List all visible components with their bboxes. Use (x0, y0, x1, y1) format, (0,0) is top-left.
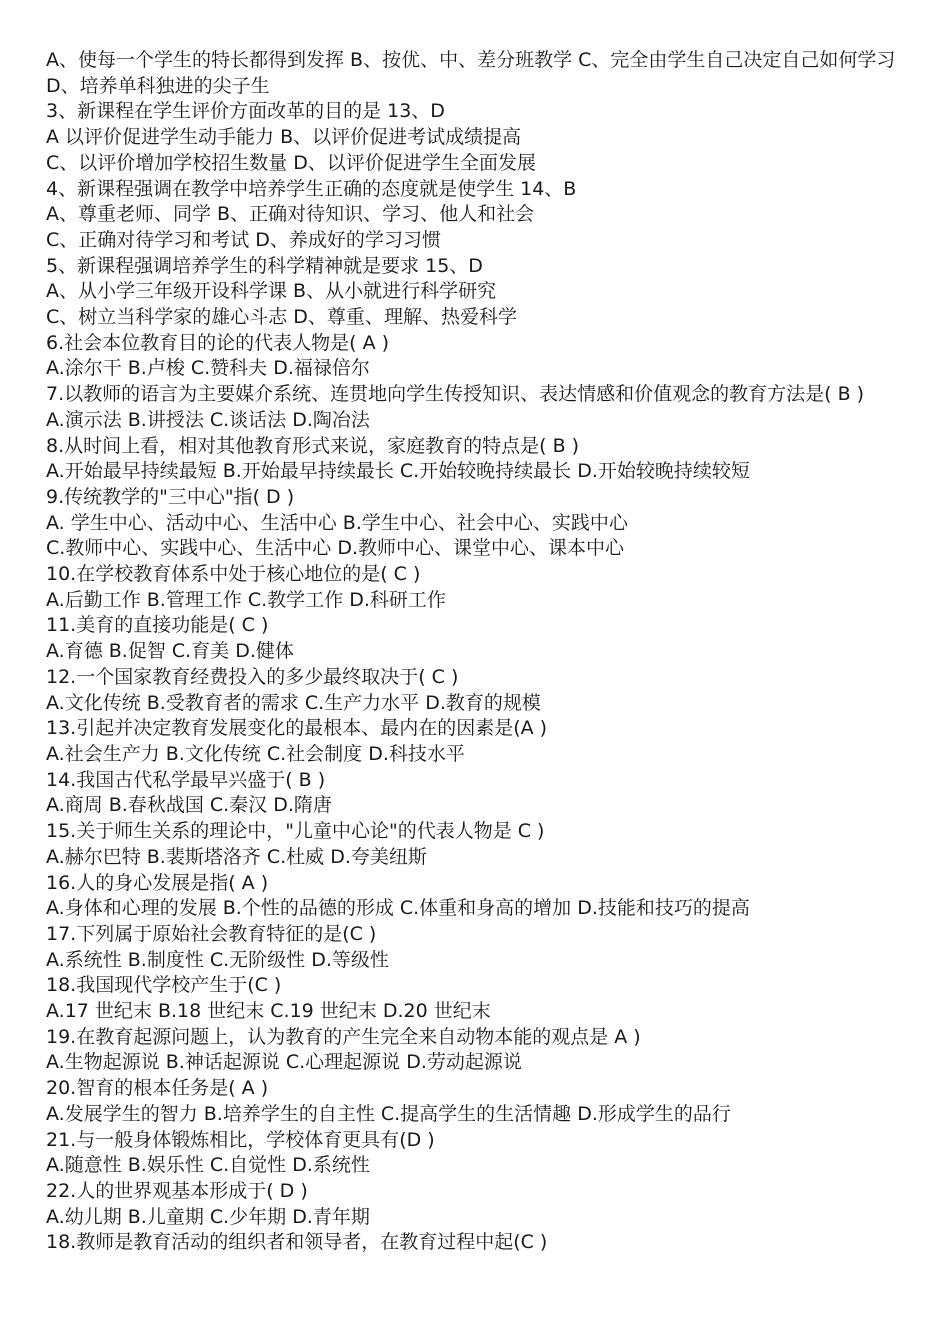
text-line: 8.从时间上看，相对其他教育形式来说，家庭教育的特点是( B ) (46, 434, 580, 457)
document-body (46, 48, 916, 1256)
text-line: A.身体和心理的发展 B.个性的品德的形成 C.体重和身高的增加 D.技能和技巧的提高 (46, 897, 750, 920)
text-line: C.教师中心、实践中心、生活中心 D.教师中心、课堂中心、课本中心 (46, 537, 625, 560)
text-line: A.幼儿期 B.儿童期 C.少年期 D.青年期 (46, 1205, 370, 1228)
text-line: A.赫尔巴特 B.裴斯塔洛齐 C.杜威 D.夸美纽斯 (46, 845, 427, 868)
text-line: 11.美育的直接功能是( C ) (46, 614, 269, 637)
text-line: 3、新课程在学生评价方面改革的目的是 13、D (46, 100, 445, 123)
text-line: A.文化传统 B.受教育者的需求 C.生产力水平 D.教育的规模 (46, 691, 541, 714)
text-line: A、从小学三年级开设科学课 B、从小就进行科学研究 (46, 280, 497, 303)
text-line: 6.社会本位教育目的论的代表人物是( A ) (46, 331, 390, 354)
text-line: C、树立当科学家的雄心斗志 D、尊重、理解、热爱科学 (46, 306, 517, 329)
text-line: A.发展学生的智力 B.培养学生的自主性 C.提高学生的生活情趣 D.形成学生的品行 (46, 1102, 731, 1125)
text-line: A.随意性 B.娱乐性 C.自觉性 D.系统性 (46, 1154, 370, 1177)
text-line: A. 学生中心、活动中心、生活中心 B.学生中心、社会中心、实践中心 (46, 511, 628, 534)
text-line: 16.人的身心发展是指( A ) (46, 871, 269, 894)
text-line: A.17 世纪末 B.18 世纪末 C.19 世纪末 D.20 世纪末 (46, 1000, 491, 1023)
text-line: 12.一个国家教育经费投入的多少最终取决于( C ) (46, 665, 459, 688)
text-line: A.社会生产力 B.文化传统 C.社会制度 D.科技水平 (46, 742, 465, 765)
text-line: A.演示法 B.讲授法 C.谈话法 D.陶冶法 (46, 408, 370, 431)
text-line: 14.我国古代私学最早兴盛于( B ) (46, 768, 326, 791)
text-line: 21.与一般身体锻炼相比，学校体育更具有(D ) (46, 1128, 435, 1151)
text-line: C、正确对待学习和考试 D、养成好的学习习惯 (46, 228, 441, 251)
text-line: A.生物起源说 B.神话起源说 C.心理起源说 D.劳动起源说 (46, 1051, 522, 1074)
text-line: A、使每一个学生的特长都得到发挥 B、按优、中、差分班教学 C、完全由学生自己决定自己如何学习 D、培养单科独进的尖子生 (46, 49, 896, 97)
text-line: 19.在教育起源问题上，认为教育的产生完全来自动物本能的观点是 A ) (46, 1025, 641, 1048)
text-line: 17.下列属于原始社会教育特征的是(C ) (46, 922, 377, 945)
text-line: A.涂尔干 B.卢梭 C.赞科夫 D.福禄倍尔 (46, 357, 370, 380)
text-line: A.后勤工作 B.管理工作 C.教学工作 D.科研工作 (46, 588, 446, 611)
text-line: A 以评价促进学生动手能力 B、以评价促进考试成绩提高 (46, 126, 522, 149)
text-line: 10.在学校教育体系中处于核心地位的是( C ) (46, 563, 421, 586)
text-line: A.商周 B.春秋战国 C.秦汉 D.隋唐 (46, 794, 332, 817)
text-line: A.开始最早持续最短 B.开始最早持续最长 C.开始较晚持续最长 D.开始较晚持续较短 (46, 460, 750, 483)
text-line: 18.我国现代学校产生于(C ) (46, 974, 282, 997)
text-line: 20.智育的根本任务是( A ) (46, 1077, 269, 1100)
text-line: 5、新课程强调培养学生的科学精神就是要求 15、D (46, 254, 483, 277)
text-line: 4、新课程强调在教学中培养学生正确的态度就是使学生 14、B (46, 177, 577, 200)
text-line: C、以评价增加学校招生数量 D、以评价促进学生全面发展 (46, 151, 536, 174)
text-line: 22.人的世界观基本形成于( D ) (46, 1179, 308, 1202)
text-line: 18.教师是教育活动的组织者和领导者，在教育过程中起(C ) (46, 1231, 548, 1254)
text-line: 15.关于师生关系的理论中，"儿童中心论"的代表人物是 C ) (46, 820, 545, 843)
text-line: A、尊重老师、同学 B、正确对待知识、学习、他人和社会 (46, 203, 535, 226)
text-line: A.育德 B.促智 C.育美 D.健体 (46, 640, 294, 663)
text-line: 7.以教师的语言为主要媒介系统、连贯地向学生传授知识、表达情感和价值观念的教育方法是( B ) (46, 383, 865, 406)
text-line: 13.引起并决定教育发展变化的最根本、最内在的因素是(A ) (46, 717, 548, 740)
text-line: A.系统性 B.制度性 C.无阶级性 D.等级性 (46, 948, 389, 971)
text-line: 9.传统教学的"三中心"指( D ) (46, 485, 295, 508)
